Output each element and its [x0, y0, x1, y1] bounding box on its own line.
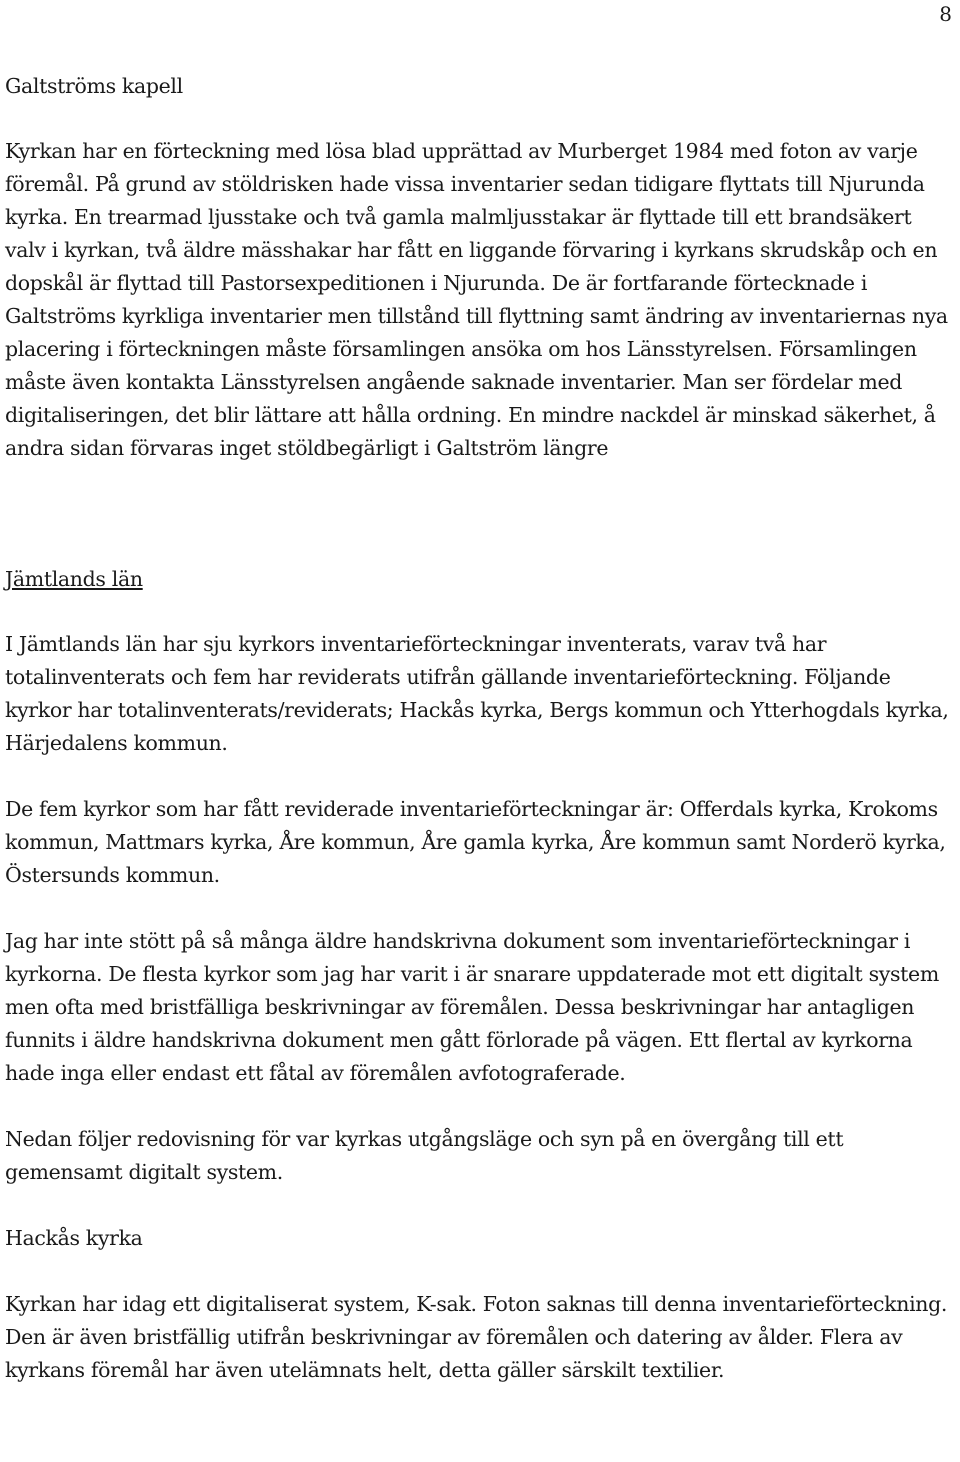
paragraph-jamtland-intro: I Jämtlands län har sju kyrkors inventarieförteckningar inventerats, varav två har totalinventerats och fem har reviderats utifrån gällande inventarieförteckning. Följande kyrkor har totalinventerats/reviderats; Hackås kyrka, Bergs kommun och Ytterhogdals kyrka, Härjedalens kommun.	[5, 632, 949, 755]
spacer	[5, 596, 955, 628]
spacer	[5, 103, 955, 135]
spacer	[5, 465, 955, 563]
paragraph-jamtland-revised: De fem kyrkor som har fått reviderade inventarieförteckningar är: Offerdals kyrka, Krokoms kommun, Mattmars kyrka, Åre kommun, Åre gamla kyrka, Åre kommun samt Norderö kyrka, Östersunds kommun.	[5, 797, 946, 887]
spacer	[5, 1189, 955, 1222]
section-heading-galtstrom: Galtströms kapell	[5, 74, 183, 98]
paragraph-hackas: Kyrkan har idag ett digitaliserat system, K-sak. Foton saknas till denna inventarieförteckning. Den är även bristfällig utifrån beskrivningar av föremålen och datering av ålder. Flera av kyrkans föremål har även utelämnats helt, detta gäller särskilt textilier.	[5, 1292, 948, 1382]
spacer	[5, 1255, 955, 1288]
spacer	[5, 1090, 955, 1123]
paragraph-galtstrom: Kyrkan har en förteckning med lösa blad upprättad av Murberget 1984 med foton av varje föremål. På grund av stöldrisken hade vissa inventarier sedan tidigare flyttats till Njurunda kyrka. En trearmad ljusstake och två gamla malmljusstakar är flyttade till ett brandsäkert valv i kyrkan, två äldre mässhakar har fått en liggande förvaring i kyrkans skrudskåp och en dopskål är flyttad till Pastorsexpeditionen i Njurunda. De är fortfarande förtecknade i Galtströms kyrkliga inventarier men tillstånd till flyttning samt ändring av inventariernas nya placering i förteckningen måste församlingen ansöka om hos Länsstyrelsen. Församlingen måste även kontakta Länsstyrelsen angående saknade inventarier. Man ser fördelar med digitaliseringen, det blir lättare att hålla ordning. En mindre nackdel är minskad säkerhet, å andra sidan förvaras inget stöldbegärligt i Galtström längre	[5, 139, 948, 460]
section-heading-jamtland: Jämtlands län	[5, 567, 143, 591]
paragraph-jamtland-followup: Nedan följer redovisning för var kyrkas utgångsläge och syn på en övergång till ett gemensamt digitalt system.	[5, 1127, 844, 1184]
document-body	[5, 70, 955, 1387]
spacer	[5, 892, 955, 925]
section-heading-hackas: Hackås kyrka	[5, 1226, 143, 1250]
paragraph-jamtland-documents: Jag har inte stött på så många äldre handskrivna dokument som inventarieförteckningar i kyrkorna. De flesta kyrkor som jag har varit i är snarare uppdaterade mot ett digitalt system men ofta med bristfälliga beskrivningar av föremålen. Dessa beskrivningar har antagligen funnits i äldre handskrivna dokument men gått förlorade på vägen. Ett flertal av kyrkorna hade inga eller endast ett fåtal av föremålen avfotograferade.	[5, 929, 939, 1085]
page-number: 8	[939, 2, 952, 26]
spacer	[5, 760, 955, 793]
